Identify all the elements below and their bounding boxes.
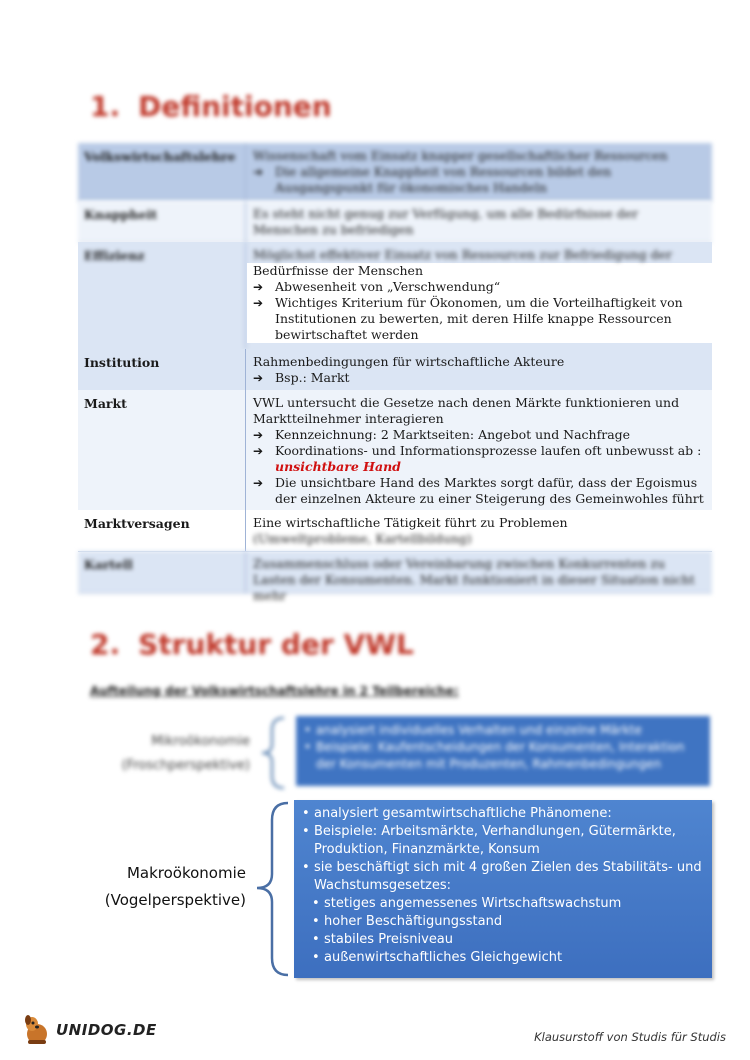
description-text: VWL untersucht die Gesetze nach denen Märkte funktionieren und Marktteilnehmer interagieren xyxy=(253,395,680,426)
bullet-text: Die unsichtbare Hand des Marktes sorgt dafür, dass der Egoismus der einzelnen Akteure zu einer Steigerung des Gemeinwohles führt xyxy=(275,475,704,506)
term-cell: Markt xyxy=(78,390,246,510)
bullet-icon: • xyxy=(302,806,310,821)
unidog-logo xyxy=(22,1014,157,1046)
macro-label-perspective: (Vogelperspektive) xyxy=(104,891,246,909)
dog-mascot-icon xyxy=(22,1014,52,1046)
term-cell: Institution xyxy=(78,349,246,390)
description-text: Eine wirtschaftliche Tätigkeit führt zu Problemen xyxy=(253,515,568,530)
description-text-blurred: Möglichst effektiver Einsatz von Ressourcen zur Befriedigung der xyxy=(253,247,672,262)
macro-bullet: analysiert gesamtwirtschaftliche Phänomene: xyxy=(314,806,612,821)
bullet-icon: • xyxy=(312,914,320,929)
macro-bullet: Beispiele: Arbeitsmärkte, Verhandlungen, Gütermärkte, Produktion, Finanzmärkte, Konsum xyxy=(314,824,676,857)
micro-bullet: Beispiele: Kaufentscheidungen der Konsumenten, Interaktion der Konsumenten mit Produzenten, Rahmenbedingungen xyxy=(316,740,685,771)
section-2-number: 2. xyxy=(90,628,121,661)
macro-sub-bullet: außenwirtschaftliches Gleichgewicht xyxy=(324,950,563,965)
description-cell xyxy=(247,242,712,349)
arrow-icon: ➔ xyxy=(253,371,264,385)
macro-sub-bullet: stabiles Preisniveau xyxy=(324,932,454,947)
micro-label xyxy=(100,730,250,778)
bullet-text: Abwesenheit von „Verschwendung“ xyxy=(275,279,501,294)
table-row xyxy=(78,390,712,511)
micro-brace-icon xyxy=(258,716,288,790)
bullet-icon: • xyxy=(312,950,320,965)
description-text: Bedürfnisse der Menschen xyxy=(253,263,423,278)
macro-bullet: sie beschäftigt sich mit 4 großen Zielen des Stabilitäts- und Wachstumsgesetzes: xyxy=(314,860,702,893)
macro-label-title: Makroökonomie xyxy=(126,864,246,882)
table-row xyxy=(78,349,712,391)
footer-tagline: Klausurstoff von Studis für Studis xyxy=(534,1030,726,1044)
table-row xyxy=(78,242,712,350)
bullet-text: Kennzeichnung: 2 Marktseiten: Angebot und Nachfrage xyxy=(275,427,631,442)
bullet-text: Koordinations- und Informationsprozesse laufen oft unbewusst ab : xyxy=(275,443,702,458)
section-2-title: Struktur der VWL xyxy=(138,628,414,661)
arrow-icon: ➔ xyxy=(253,444,264,458)
bullet-text: Wichtiges Kriterium für Ökonomen, um die Vorteilhaftigkeit von Institutionen zu bewerten, mit deren Hilfe knappe Ressourcen bewirtschaftet werden xyxy=(275,295,683,342)
description-cell: Es steht nicht genug zur Verfügung, um alle Bedürfnisse der Menschen zu befriedigen xyxy=(253,206,639,237)
micro-bullet: analysiert individuelles Verhalten und einzelne Märkte xyxy=(316,723,642,737)
macro-sub-bullet: stetiges angemessenes Wirtschaftswachstum xyxy=(324,896,622,911)
micro-label-perspective: (Froschperspektive) xyxy=(121,758,250,773)
bullet-icon: • xyxy=(304,723,312,737)
term-cell: Kartell xyxy=(78,551,246,593)
macro-brace-icon xyxy=(252,800,292,978)
macro-label xyxy=(90,860,246,914)
description-cell xyxy=(247,510,712,551)
table-row xyxy=(78,201,712,243)
bullet-text: Bsp.: Markt xyxy=(275,370,350,385)
bullet-icon: • xyxy=(302,860,310,875)
bullet-text: Die allgemeine Knappheit von Ressourcen bildet den Ausgangspunkt für ökonomisches Handeln xyxy=(275,164,612,195)
term-cell: Effizienz xyxy=(78,242,246,349)
arrow-icon: ➔ xyxy=(253,165,264,179)
bullet-icon: • xyxy=(312,896,320,911)
table-row xyxy=(78,143,712,202)
description-cell xyxy=(247,143,712,201)
term-cell: Volkswirtschaftslehre xyxy=(78,143,246,201)
description-cell: Zusammenschluss oder Vereinbarung zwischen Konkurrenten zu Lasten der Konsumenten. Markt funktioniert in dieser Situation nicht mehr xyxy=(253,556,695,603)
arrow-icon: ➔ xyxy=(253,476,264,490)
logo-text: UNIDOG.DE xyxy=(56,1021,157,1039)
subheading: Aufteilung der Volkswirtschaftslehre in 2 Teilbereiche: xyxy=(90,684,459,698)
description-text: Wissenschaft vom Einsatz knapper gesellschaftlicher Ressourcen xyxy=(253,148,668,163)
arrow-icon: ➔ xyxy=(253,280,264,294)
section-1-number: 1. xyxy=(90,90,121,123)
bullet-icon: • xyxy=(304,740,312,754)
macro-sub-bullet: hoher Beschäftigungsstand xyxy=(324,914,503,929)
section-1-heading xyxy=(90,90,332,123)
section-1-title: Definitionen xyxy=(138,90,332,123)
micro-label-title: Mikroökonomie xyxy=(151,734,250,749)
macro-box xyxy=(294,800,712,978)
term-cell: Marktversagen xyxy=(78,510,246,551)
bullet-icon: • xyxy=(312,932,320,947)
description-text-blurred: (Umweltprobleme, Kartellbildung) xyxy=(253,531,472,546)
highlight-text: unsichtbare Hand xyxy=(275,459,401,474)
description-text: Rahmenbedingungen für wirtschaftliche Akteure xyxy=(253,354,565,369)
section-2-heading xyxy=(90,628,414,661)
term-cell: Knappheit xyxy=(78,201,246,242)
bullet-icon: • xyxy=(302,824,310,839)
arrow-icon: ➔ xyxy=(253,428,264,442)
description-cell xyxy=(247,390,712,510)
description-cell xyxy=(247,349,712,390)
micro-box xyxy=(296,716,710,786)
table-row xyxy=(78,510,712,552)
arrow-icon: ➔ xyxy=(253,296,264,310)
table-row xyxy=(78,551,712,603)
